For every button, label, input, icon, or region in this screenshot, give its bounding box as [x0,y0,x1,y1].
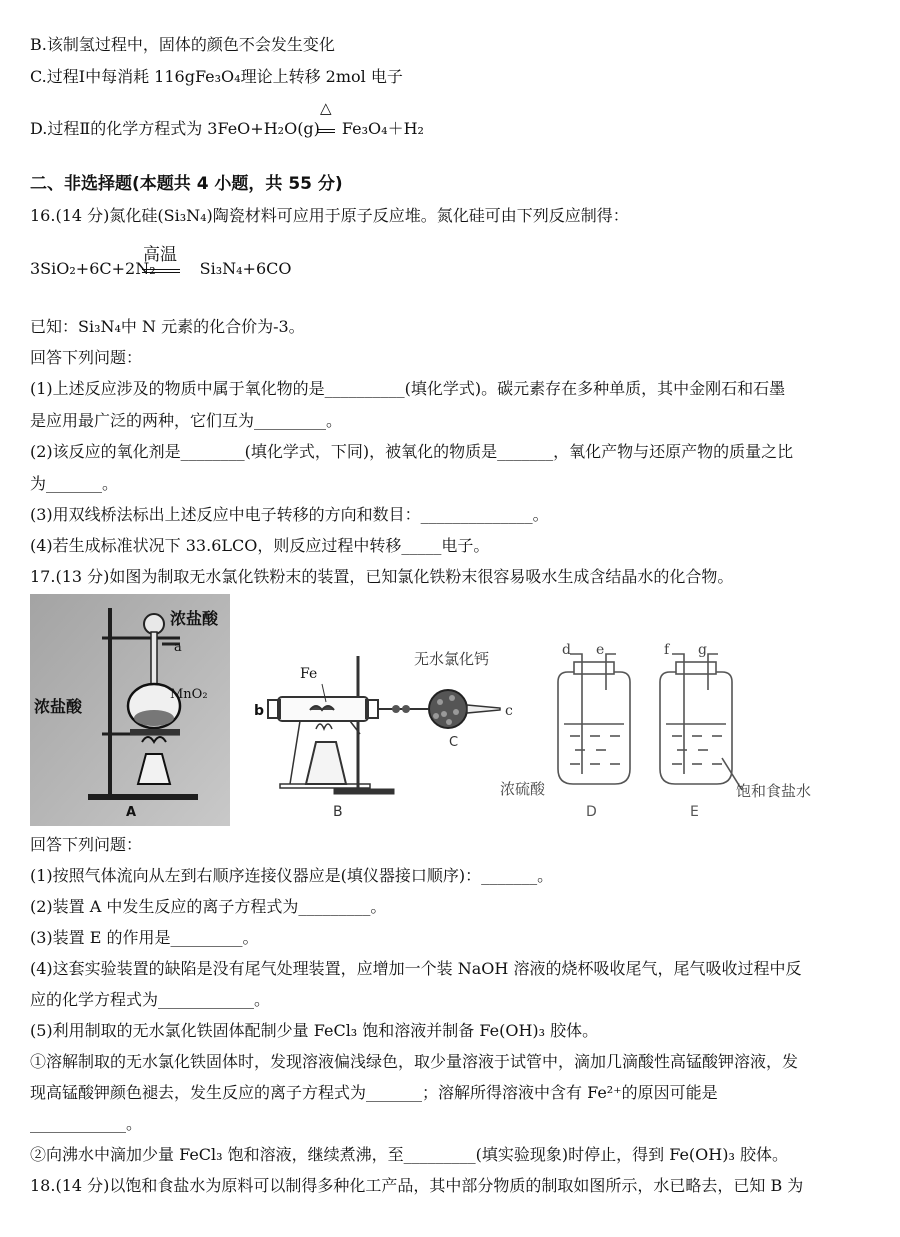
q17-part4-line2: 应的化学方程式为____________。 [30,990,271,1009]
q15-option-d [30,118,424,140]
label-cacl2: 无水氯化钙 [414,650,490,668]
q16-known: 已知：Si₃N₄中 N 元素的化合价为-3。 [30,317,305,336]
label-h2so4: 浓硫酸 [500,780,546,798]
q17-part5-2: ②向沸水中滴加少量 FeCl₃ 饱和溶液，继续煮沸，至_________(填实验现象)时停止，得到 Fe(OH)₃ 胶体。 [30,1145,788,1164]
q16-prompt: 回答下列问题： [30,348,143,367]
label-C: C [449,735,459,750]
q16-part1-line1: (1)上述反应涉及的物质中属于氧化物的是__________(填化学式)。碳元素存在多种单质，其中金刚石和石墨 [30,379,786,398]
label-a: a [174,640,182,655]
q16-part3: (3)用双线桥法标出上述反应中电子转移的方向和数目：______________。 [30,505,549,524]
q17-part3: (3)装置 E 的作用是_________。 [30,928,259,947]
apparatus-c [410,690,500,728]
apparatus-drawing [30,594,870,826]
q16-part2-line2: 为_______。 [30,474,119,493]
label-B: B [333,804,343,820]
q15-equals-sign [317,129,335,133]
label-d: d [562,642,571,658]
q17-prompt: 回答下列问题： [30,835,143,854]
q17-stem: 17.(13 分)如图为制取无水氯化铁粉末的装置，已知氯化铁粉末很容易吸水生成含结晶水的化合物。 [30,567,734,586]
apparatus-figure [30,594,870,826]
q15-option-d-right: Fe₃O₄＋H₂ [341,119,424,138]
q17-part5: (5)利用制取的无水氯化铁固体配制少量 FeCl₃ 饱和溶液并制备 Fe(OH)₃ 胶体。 [30,1021,599,1040]
label-mno2: MnO₂ [170,687,208,702]
q16-equals-sign [142,269,180,273]
q17-part5-1-line1: ①溶解制取的无水氯化铁固体时，发现溶液偏浅绿色，取少量溶液于试管中，滴加几滴酸性高锰酸钾溶液，发 [30,1052,799,1071]
q15-option-d-left: D.过程Ⅱ的化学方程式为 3FeO+H₂O(g) [30,119,320,138]
label-D: D [586,804,597,820]
label-hcl-left: 浓盐酸 [34,697,83,716]
label-c: c [505,703,513,719]
q16-stem: 16.(14 分)氮化硅(Si₃N₄)陶瓷材料可应用于原子反应堆。氮化硅可由下列反应制得： [30,206,629,225]
label-A: A [126,805,137,820]
apparatus-d [558,654,630,784]
q16-part1-line2: 是应用最广泛的两种，它们互为_________。 [30,411,343,430]
apparatus-b [268,656,410,794]
q15-option-c: C.过程Ⅰ中每消耗 116gFe₃O₄理论上转移 2mol 电子 [30,67,403,86]
label-brine: 饱和食盐水 [736,782,812,800]
q16-part4: (4)若生成标准状况下 33.6LCO，则反应过程中转移_____电子。 [30,536,490,555]
section-heading: 二、非选择题(本题共 4 小题，共 55 分) [30,174,343,194]
label-fe: Fe [300,666,318,682]
q15-option-b: B.该制氢过程中，固体的颜色不会发生变化 [30,35,335,54]
label-f: f [664,642,670,658]
q17-part2: (2)装置 A 中发生反应的离子方程式为_________。 [30,897,387,916]
q15-heat-condition: △ [320,99,332,117]
q16-equation-left: 3SiO₂+6C+2N₂ [30,259,156,278]
q16-part2-line1: (2)该反应的氧化剂是________(填化学式，下同)，被氧化的物质是_______，氧化产物与还原产物的质量之比 [30,442,794,461]
apparatus-e [660,654,742,790]
label-g: g [698,642,707,658]
label-E: E [690,804,699,820]
q17-part5-1-line3: ____________。 [30,1114,143,1133]
label-e: e [596,642,605,658]
label-hcl-top: 浓盐酸 [170,609,219,628]
q18-stem: 18.(14 分)以饱和食盐水为原料可以制得多种化工产品，其中部分物质的制取如图所示，水已略去，已知 B 为 [30,1176,804,1195]
q17-part4-line1: (4)这套实验装置的缺陷是没有尾气处理装置，应增加一个装 NaOH 溶液的烧杯吸收尾气，尾气吸收过程中反 [30,959,802,978]
label-b: b [254,703,265,719]
q16-equation-right: Si₃N₄+6CO [199,259,292,278]
q17-part5-1-line2: 现高锰酸钾颜色褪去，发生反应的离子方程式为_______；溶解所得溶液中含有 Fe²⁺的原因可能是 [30,1083,718,1102]
q17-part1: (1)按照气体流向从左到右顺序连接仪器应是(填仪器接口顺序)：_______。 [30,866,554,885]
q16-high-temp-condition: 高温 [143,245,177,265]
